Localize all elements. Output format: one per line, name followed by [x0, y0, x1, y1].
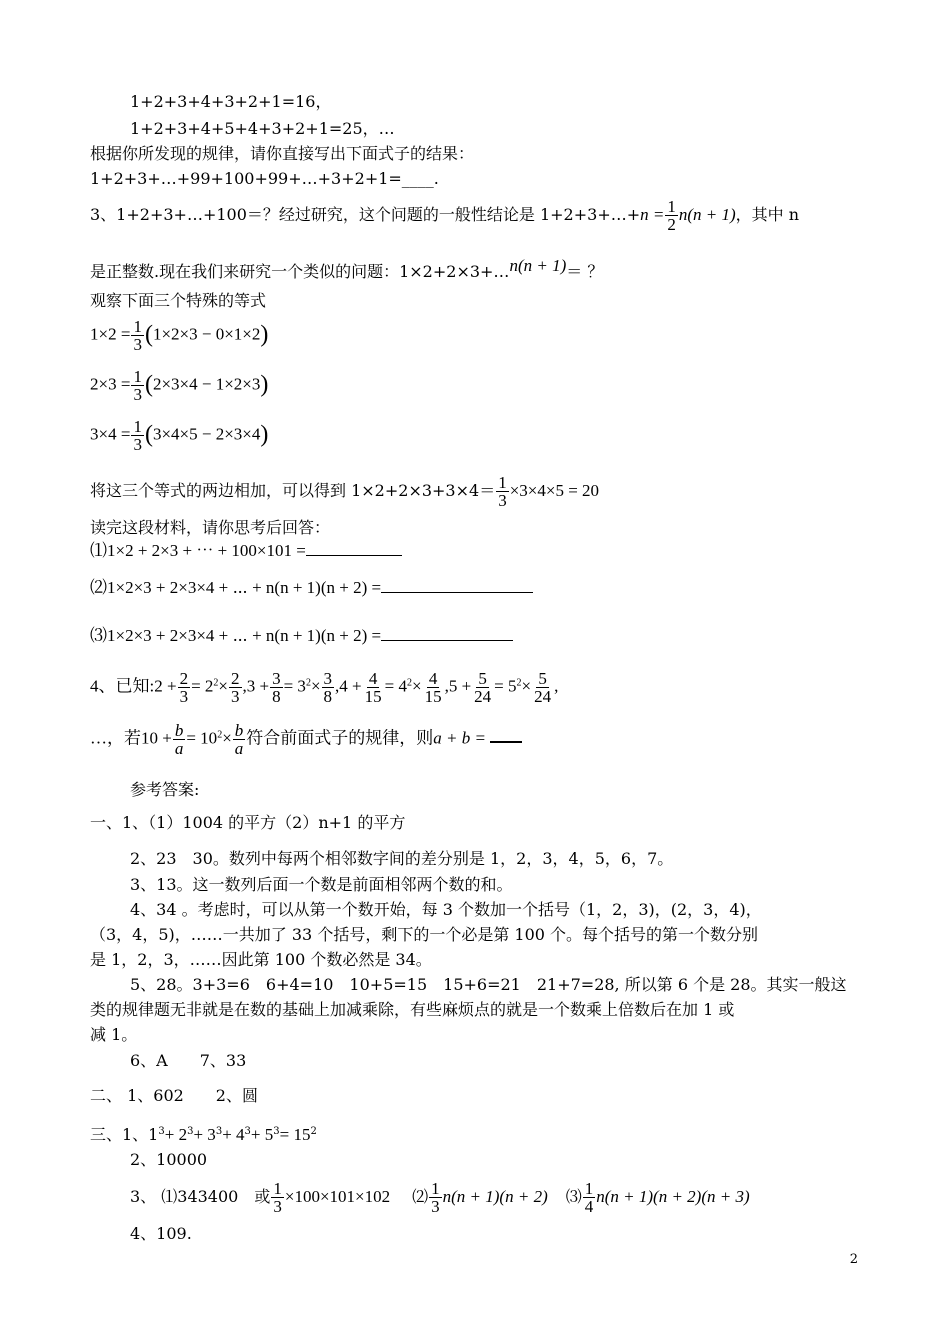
answer-1-3: 3、13。这一数列后面一个数是前面相邻两个数的和。 — [130, 875, 513, 894]
page-number: 2 — [849, 1252, 858, 1267]
q3-read: 读完这段材料，请你思考后回答： — [90, 518, 331, 537]
answers-title: 参考答案: — [130, 780, 200, 799]
answer-1-2: 2、23 30。数列中每两个相邻数字间的差分别是 1，2，3，4，5，6，7。 — [130, 849, 674, 868]
answer-1-5c: 减 1。 — [90, 1025, 138, 1044]
q3-part-3: ⑶1×2×3 + 2×3×4 + ⋯ + n(n + 1)(n + 2) = — [90, 625, 513, 647]
q3-sum: 将这三个等式的两边相加，可以得到 1×2+2×3+3×4＝ $\frac{1}{3}$ ×3×4×5 = 20 — [90, 473, 600, 510]
formula-n-paren: n(n + 1) — [678, 205, 736, 224]
pattern-line-2: 1+2+3+4+5+4+3+2+1=25，… — [130, 119, 395, 138]
q3-line2: 是正整数.现在我们来研究一个类似的问题：1×2+2×3+…n(n + 1)＝ ？ — [90, 256, 604, 281]
equation-2: 2×3 = $\frac{1}{3}$ (2×3×4 − 1×2×3) — [90, 367, 269, 404]
equation-3: 3×4 = $\frac{1}{3}$ (3×4×5 − 2×3×4) — [90, 417, 269, 454]
fraction-one-half: $\frac{1}{2}$ — [667, 197, 676, 234]
answer-1-1: 一、1、（1）1004 的平方（2）n+1 的平方 — [90, 813, 406, 832]
n-equals: n = — [640, 205, 665, 224]
answer-3-2: 2、10000 — [130, 1150, 208, 1169]
q3-observe: 观察下面三个特殊的等式 — [90, 291, 267, 310]
q4-given: 4、已知:2 + $\frac{2}{3}$ = $2^2\times$ $\frac{2}{3}$ ,3 + $\frac{3}{8}$ = $3^2\times$ $\frac{3}{8}$ ,4 + $\frac{4}{15}$ = $4^2\times$ $\frac{4}{15}$ ,5 + $\frac{5}{24}$ = $5^2\times$ $\frac{5}{24}$ , — [90, 669, 559, 706]
answer-3-4: 4、109. — [130, 1224, 192, 1243]
answer-3-3: 3、 ⑴343400 或 $\frac{1}{3}$ ×100×101×102 ⑵ $\frac{1}{3}$ n(n + 1)(n + 2) ⑶ $\frac{1}{4}$ n(n + 1)(n + 2)(n + 3) — [130, 1179, 750, 1216]
equation-1: 1×2 = $\frac{1}{3}$ (1×2×3 − 0×1×2) — [90, 317, 269, 354]
q3-part-2: ⑵1×2×3 + 2×3×4 + ⋯ + n(n + 1)(n + 2) = — [90, 577, 533, 599]
answer-3-1: 三、1、$1^3+ 2^3+ 3^3+ 4^3+ 5^3= 15^2$ — [90, 1125, 317, 1144]
q4-question: …，若10 + $\frac{b}{a}$ = $10^2\times$ $\frac{b}{a}$ 符合前面式子的规律，则a + b = — [90, 722, 522, 757]
formula-nn1: n(n + 1) — [509, 256, 567, 275]
answer-2: 二、 1、602 2、圆 — [90, 1086, 258, 1105]
answer-1-5a: 5、28。3+3=6 6+4=10 10+5=15 15+6=21 21+7=28, 所以第 6 个是 28。其实一般这 — [130, 975, 847, 994]
q3-intro: 3、1+2+3+…+100＝？经过研究，这个问题的一般性结论是 1+2+3+…+n = $\frac{1}{2}$ n(n + 1)，其中 n — [90, 197, 800, 234]
pattern-question: 1+2+3+…+99+100+99+…+3+2+1=____. — [90, 169, 439, 188]
answer-1-6: 6、A 7、33 — [130, 1051, 247, 1070]
answer-1-4b: （3，4，5)，……一共加了 33 个括号，剩下的一个必是第 100 个。每个括号的第一个数分别 — [90, 925, 759, 944]
pattern-line-1: 1+2+3+4+3+2+1=16， — [130, 92, 332, 111]
answer-1-4a: 4、34 。考虑时，可以从第一个数开始，每 3 个数加一个括号（1，2，3)，(2，3，4)， — [130, 900, 762, 919]
pattern-instruction: 根据你所发现的规律，请你直接写出下面式子的结果： — [90, 144, 475, 163]
answer-1-4c: 是 1，2，3，……因此第 100 个数必然是 34。 — [90, 950, 432, 969]
q3-part-1: ⑴1×2 + 2×3 + ⋯ + 100×101 = — [90, 540, 402, 562]
answer-1-5b: 类的规律题无非就是在数的基础上加减乘除，有些麻烦点的就是一个数乘上倍数后在加 1 或 — [90, 1000, 735, 1019]
